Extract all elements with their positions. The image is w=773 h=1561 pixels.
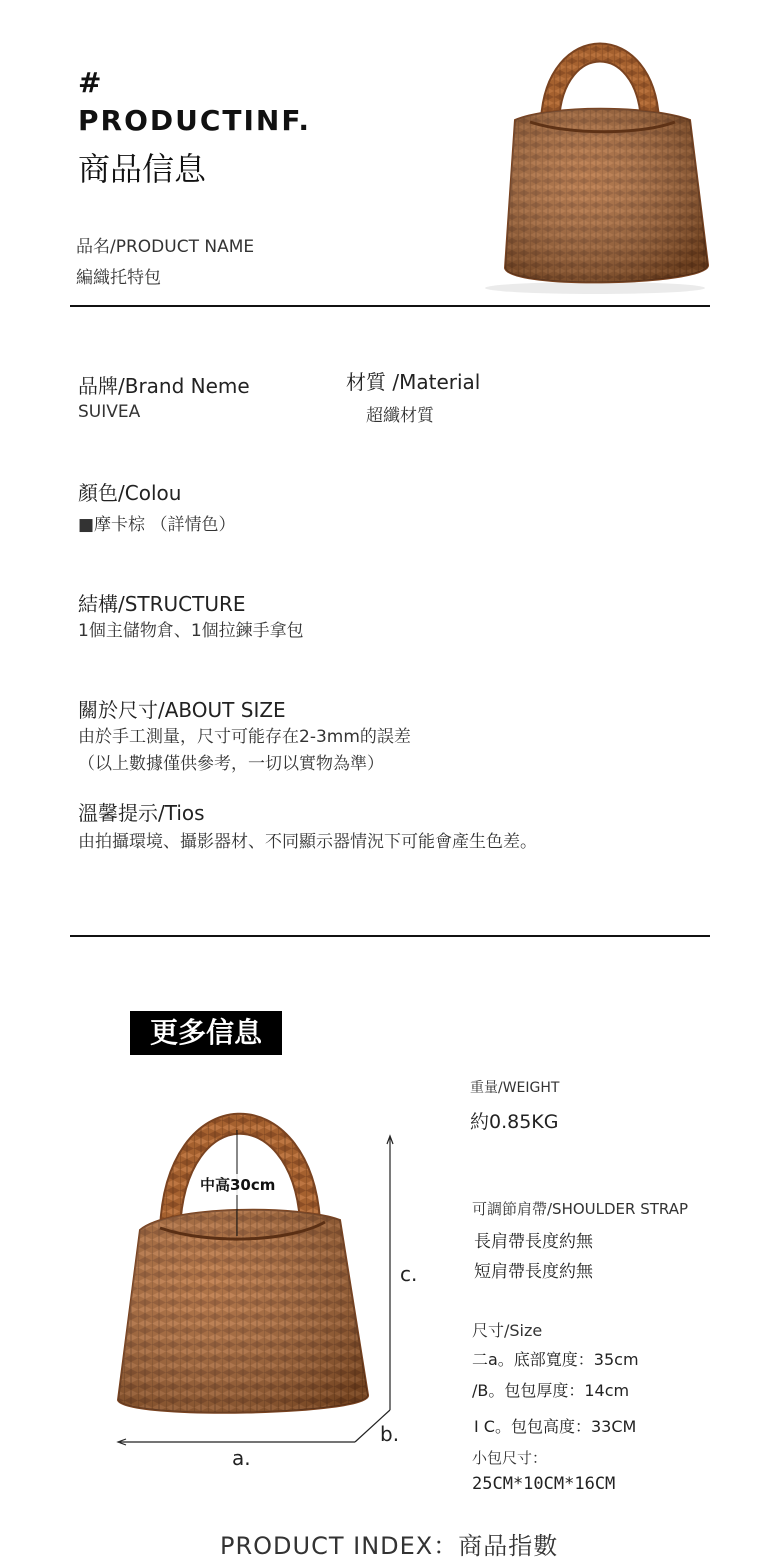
size-note-1: 由於手工測量，尺寸可能存在2-3mm的誤差 <box>78 727 411 747</box>
weight-label: 重量/WEIGHT <box>470 1080 560 1096</box>
size-spec-a: 二a。底部寬度：35cm <box>472 1350 639 1369</box>
strap-label: 可調節肩帶/SHOULDER STRAP <box>472 1200 689 1218</box>
weight-value: 約0.85KG <box>470 1111 559 1133</box>
structure-label: 結構/STRUCTURE <box>78 592 246 616</box>
small-bag-value: 25CM*10CM*16CM <box>472 1474 616 1494</box>
divider-bottom <box>70 935 710 937</box>
size-note-2: （以上數據僅供參考，一切以實物為準） <box>78 754 384 774</box>
dimension-a-label: a. <box>232 1446 251 1470</box>
tips-label: 溫馨提示/Tios <box>78 801 205 825</box>
product-index-heading: PRODUCT INDEX：商品指數 <box>220 1532 559 1560</box>
material-label: 材質 /Material <box>346 370 481 394</box>
color-label: 顏色/Colou <box>78 481 182 505</box>
dimension-b-label: b. <box>380 1422 400 1446</box>
hash-mark: # <box>78 66 102 99</box>
dimension-diagram <box>110 1110 430 1470</box>
structure-value: 1個主儲物倉、1個拉鍊手拿包 <box>78 621 304 641</box>
page-title-en: PRODUCTINF. <box>78 104 312 137</box>
more-info-badge: 更多信息 <box>130 1011 282 1055</box>
brand-value: SUIVEA <box>78 402 141 422</box>
size-spec-label: 尺寸/Size <box>472 1321 543 1340</box>
size-label: 關於尺寸/ABOUT SIZE <box>78 698 286 722</box>
divider-top <box>70 305 710 307</box>
small-bag-label: 小包尺寸： <box>472 1449 548 1467</box>
material-value: 超纖材質 <box>366 406 434 426</box>
size-spec-c: I C。包包高度：33CM <box>474 1417 637 1436</box>
strap-short: 短肩帶長度約無 <box>474 1262 593 1282</box>
product-image-top <box>470 40 720 300</box>
size-spec-b: /B。包包厚度：14cm <box>472 1381 630 1400</box>
page-title-cn: 商品信息 <box>78 150 207 188</box>
strap-long: 長肩帶長度約無 <box>474 1232 593 1252</box>
tips-value: 由拍攝環境、攝影器材、不同顯示器情況下可能會產生色差。 <box>78 832 537 852</box>
dimension-c-label: c. <box>400 1262 418 1286</box>
handle-height-label: 中高30cm <box>200 1176 276 1194</box>
color-value: ■摩卡棕 （詳情色） <box>78 515 236 535</box>
product-name-label: 品名/PRODUCT NAME <box>76 237 255 257</box>
product-name-value: 編織托特包 <box>76 268 161 288</box>
brand-label: 品牌/Brand Neme <box>78 374 250 398</box>
